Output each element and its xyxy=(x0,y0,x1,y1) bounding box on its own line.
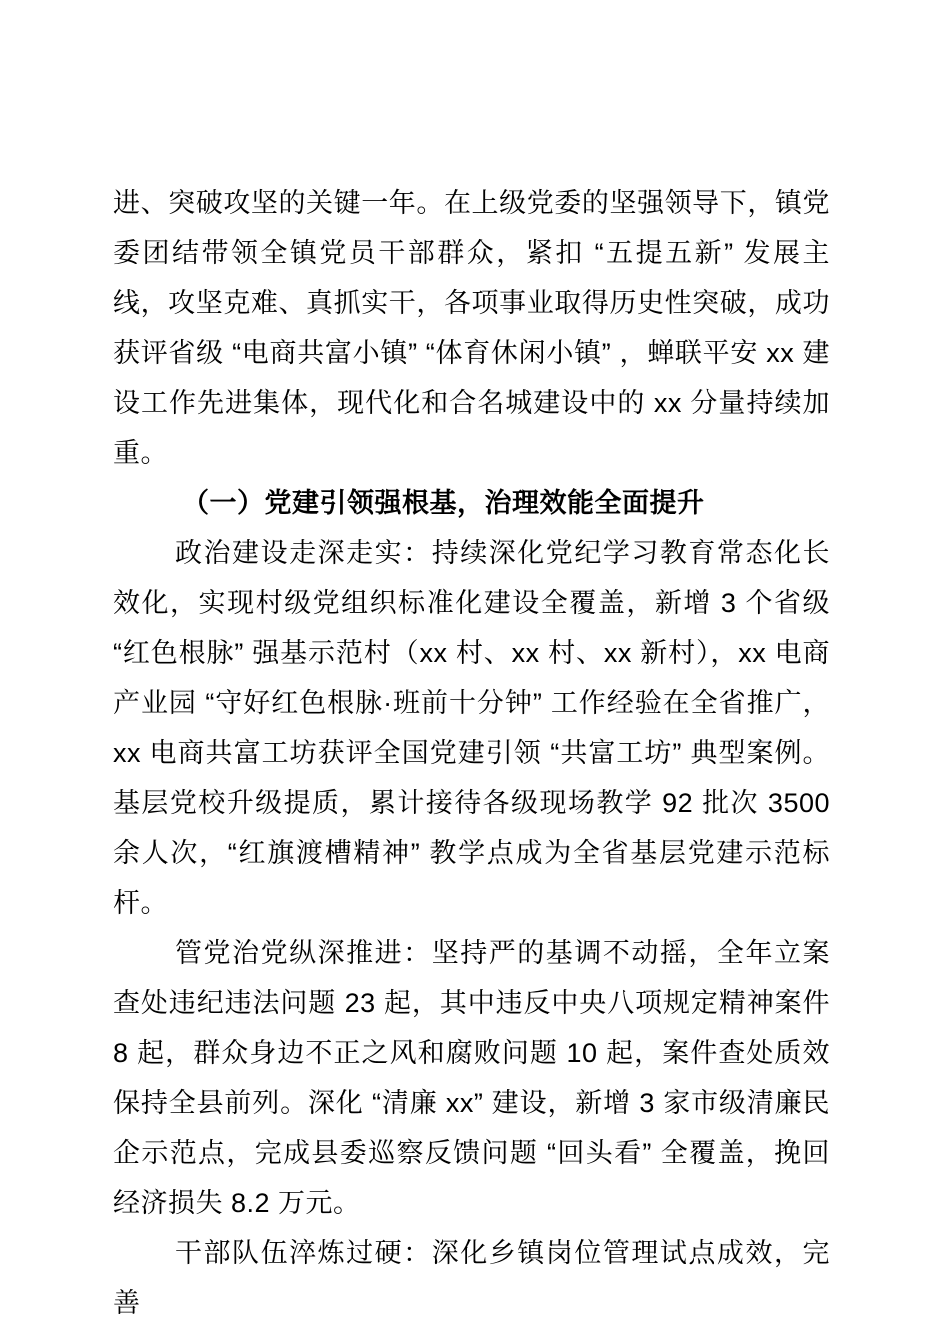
paragraph-continuation: 进、突破攻坚的关键一年。在上级党委的坚强领导下，镇党委团结带领全镇党员干部群众，紧扣 “五提五新” 发展主线，攻坚克难、真抓实干，各项事业取得历史性突破，成功获评省级 “电商共富小镇” “体育休闲小镇” ，蝉联平安 xx 建设工作先进集体，现代化和合名城建设中的 xx 分量持续加重。 xyxy=(113,188,830,468)
section-heading-party-building: （一）党建引领强根基，治理效能全面提升 xyxy=(182,488,705,518)
paragraph-political-building: 政治建设走深走实：持续深化党纪学习教育常态化长效化，实现村级党组织标准化建设全覆盖，新增 3 个省级 “红色根脉” 强基示范村（xx 村、xx 村、xx 新村），xx 电商产业园 “守好红色根脉·班前十分钟” 工作经验在全省推广，xx 电商共富工坊获评全国党建引领 “共富工坊” 典型案例。基层党校升级提质，累计接待各级现场教学 92 批次 3500 余人次，“红旗渡槽精神” 教学点成为全省基层党建示范标杆。 xyxy=(113,538,830,918)
paragraph-cadre-team: 干部队伍淬炼过硬：深化乡镇岗位管理试点成效，完善 xyxy=(113,1238,830,1318)
paragraph-party-governance: 管党治党纵深推进：坚持严的基调不动摇，全年立案查处违纪违法问题 23 起，其中违反中央八项规定精神案件 8 起，群众身边不正之风和腐败问题 10 起，案件查处质效保持全县前列。深化 “清廉 xx” 建设，新增 3 家市级清廉民企示范点，完成县委巡察反馈问题 “回头看” 全覆盖，挽回经济损失 8.2 万元。 xyxy=(113,938,830,1218)
